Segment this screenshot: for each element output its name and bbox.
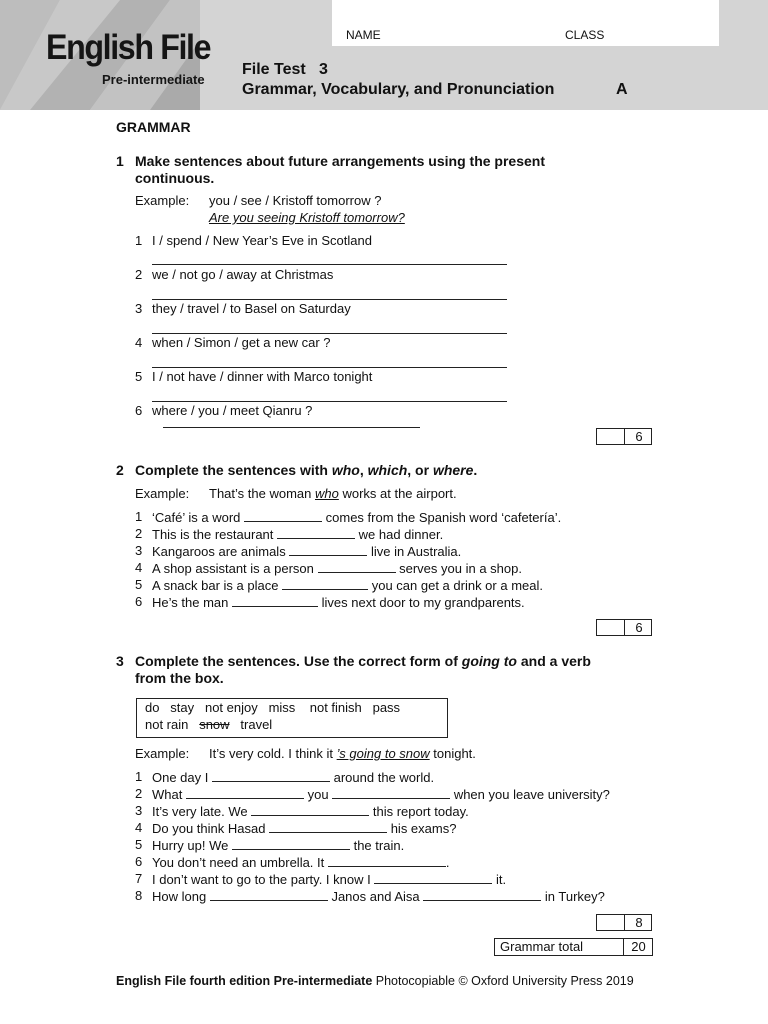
q3-score-box	[596, 914, 652, 931]
q2-example-label: Example:	[135, 486, 190, 501]
q2-item-number: 4	[135, 560, 143, 575]
q1-answer-line[interactable]	[163, 427, 420, 428]
q3-item-number: 6	[135, 854, 143, 869]
name-label: NAME	[346, 28, 381, 42]
q2-item-number: 1	[135, 509, 143, 524]
q3-number: 3	[116, 653, 124, 669]
q3-gap[interactable]	[232, 838, 350, 850]
q1-item-prompt: we / not go / away at Christmas	[152, 267, 334, 282]
q2-score-box	[596, 619, 652, 636]
q2-number: 2	[116, 462, 124, 478]
q2-item-number: 3	[135, 543, 143, 558]
q2-gap[interactable]	[244, 510, 322, 522]
q2-item-number: 5	[135, 577, 143, 592]
q3-item-number: 8	[135, 888, 143, 903]
logo-subtitle: Pre-intermediate	[102, 72, 205, 87]
q2-instruction: Complete the sentences with who, which, or where.	[135, 462, 478, 478]
q1-item-number: 4	[135, 335, 143, 350]
q1-item-number: 6	[135, 403, 143, 418]
word-box-line2: not rain snow travel	[145, 717, 273, 732]
q3-item: One day I around the world.	[152, 770, 435, 785]
q1-answer-line[interactable]	[152, 401, 507, 402]
q3-item: You don’t need an umbrella. It .	[152, 855, 450, 870]
q3-item-number: 5	[135, 837, 143, 852]
q2-item: This is the restaurant we had dinner.	[152, 527, 444, 542]
q2-gap[interactable]	[277, 527, 355, 539]
q2-item: He’s the man lives next door to my grandparents.	[152, 595, 525, 610]
q3-item: I don’t want to go to the party. I know I it.	[152, 872, 507, 887]
q1-item-number: 5	[135, 369, 143, 384]
q1-instruction-cont: continuous.	[135, 170, 215, 186]
q1-example-label: Example:	[135, 193, 190, 208]
q3-gap[interactable]	[269, 821, 387, 833]
test-title: File Test 3	[242, 61, 328, 78]
q2-item: ‘Café’ is a word comes from the Spanish word ‘cafetería’.	[152, 510, 562, 525]
q3-gap[interactable]	[423, 889, 541, 901]
q1-score-box	[596, 428, 652, 445]
q2-item-number: 6	[135, 594, 143, 609]
grammar-total-label: Grammar total	[500, 939, 584, 954]
q2-item: Kangaroos are animals live in Australia.	[152, 544, 462, 559]
class-label: CLASS	[565, 28, 605, 42]
q3-item-number: 7	[135, 871, 143, 886]
q3-gap[interactable]	[374, 872, 492, 884]
q2-gap[interactable]	[289, 544, 367, 556]
q2-gap[interactable]	[232, 595, 318, 607]
q1-item-number: 1	[135, 233, 143, 248]
q1-item-number: 3	[135, 301, 143, 316]
q1-instruction: Make sentences about future arrangements using the present	[135, 153, 545, 169]
q3-item-number: 1	[135, 769, 143, 784]
q3-gap[interactable]	[210, 889, 328, 901]
q2-item: A snack bar is a place you can get a drink or a meal.	[152, 578, 543, 593]
q1-answer-line[interactable]	[152, 367, 507, 368]
q3-item: How long Janos and Aisa in Turkey?	[152, 889, 605, 904]
q2-gap[interactable]	[282, 578, 368, 590]
q1-item-number: 2	[135, 267, 143, 282]
q1-answer-line[interactable]	[152, 299, 507, 300]
test-subtitle: Grammar, Vocabulary, and Pronunciation	[242, 81, 555, 98]
word-box-line1: do stay not enjoy miss not finish pass	[145, 700, 401, 715]
q3-gap[interactable]	[328, 855, 446, 867]
q1-item-prompt: where / you / meet Qianru ?	[152, 403, 313, 418]
q2-example: That’s the woman who works at the airport.	[209, 486, 457, 501]
q1-item-prompt: I / spend / New Year’s Eve in Scotland	[152, 233, 372, 248]
q3-item-number: 2	[135, 786, 143, 801]
q3-item: Do you think Hasad his exams?	[152, 821, 457, 836]
q1-example-answer: Are you seeing Kristoff tomorrow?	[209, 210, 405, 225]
q3-example: It’s very cold. I think it ’s going to snow tonight.	[209, 746, 476, 761]
q3-score: 8	[624, 915, 653, 930]
q3-item-number: 4	[135, 820, 143, 835]
logo-title: English File	[46, 28, 211, 67]
q3-instruction-cont: from the box.	[135, 670, 224, 686]
q1-item-prompt: I / not have / dinner with Marco tonight	[152, 369, 373, 384]
q3-item: Hurry up! We the train.	[152, 838, 405, 853]
q2-item-number: 2	[135, 526, 143, 541]
section-heading: GRAMMAR	[116, 119, 191, 135]
q3-gap[interactable]	[251, 804, 369, 816]
q3-item: What you when you leave university?	[152, 787, 610, 802]
q3-gap[interactable]	[186, 787, 304, 799]
q3-item: It’s very late. We this report today.	[152, 804, 469, 819]
q1-score: 6	[624, 429, 653, 444]
q1-number: 1	[116, 153, 124, 169]
q1-answer-line[interactable]	[152, 333, 507, 334]
q3-instruction: Complete the sentences. Use the correct form of going to and a verb	[135, 653, 591, 669]
q3-gap[interactable]	[212, 770, 330, 782]
q1-item-prompt: they / travel / to Basel on Saturday	[152, 301, 351, 316]
q1-item-prompt: when / Simon / get a new car ?	[152, 335, 331, 350]
q2-gap[interactable]	[318, 561, 396, 573]
q3-example-label: Example:	[135, 746, 190, 761]
footer: English File fourth edition Pre-intermediate Photocopiable © Oxford University Press 2019	[116, 974, 634, 988]
q3-item-number: 3	[135, 803, 143, 818]
test-version: A	[616, 81, 628, 98]
q1-answer-line[interactable]	[152, 264, 507, 265]
grammar-total-value: 20	[623, 939, 653, 955]
name-class-box	[332, 0, 719, 46]
q2-item: A shop assistant is a person serves you in a shop.	[152, 561, 522, 576]
q2-score: 6	[624, 620, 653, 635]
q3-gap[interactable]	[332, 787, 450, 799]
grammar-total-box	[494, 938, 653, 956]
q1-example-prompt: you / see / Kristoff tomorrow ?	[209, 193, 382, 208]
